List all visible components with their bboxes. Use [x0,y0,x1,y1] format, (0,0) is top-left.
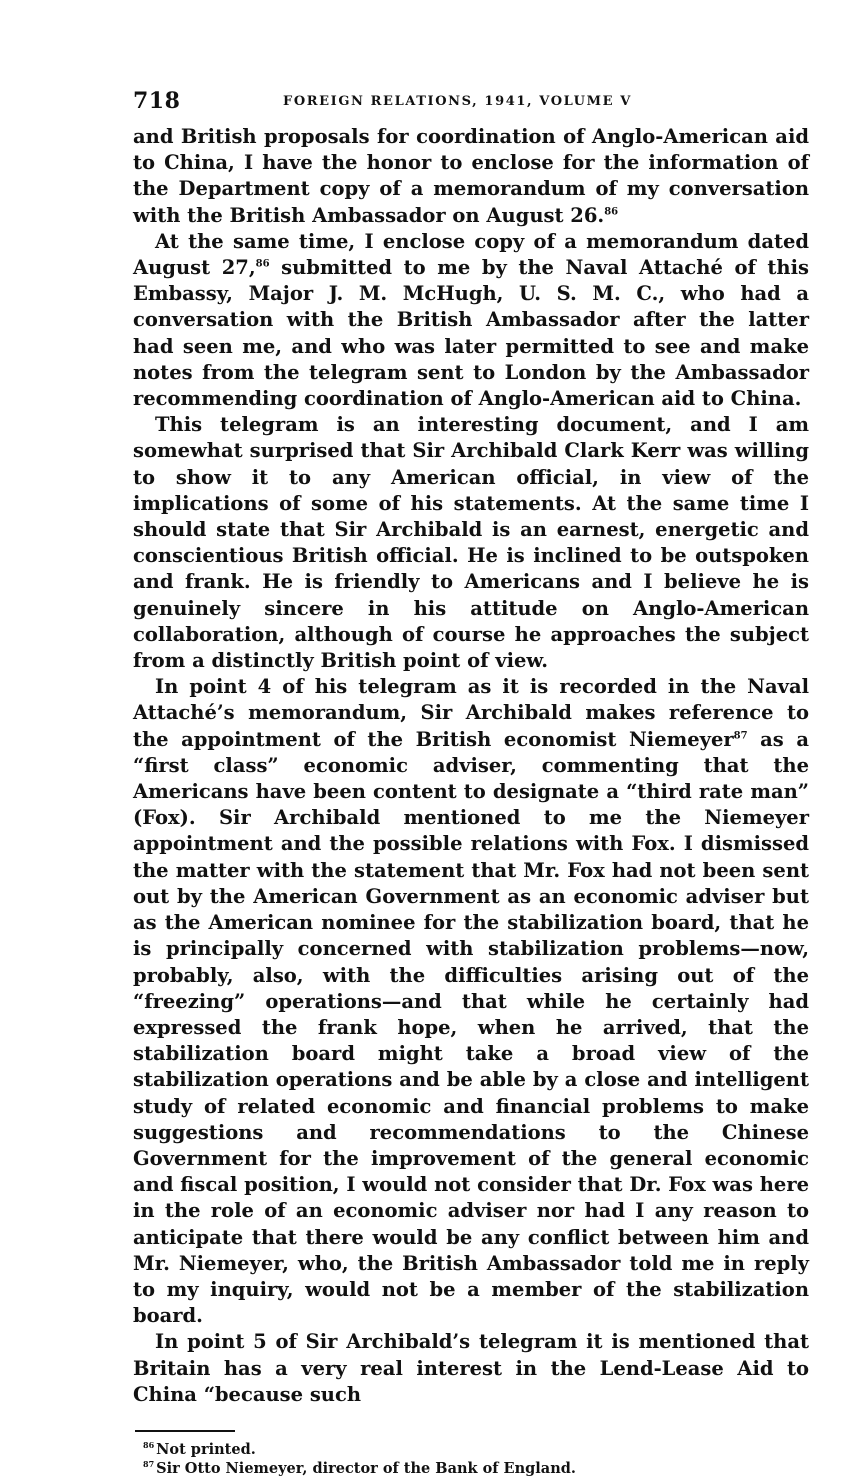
paragraph-3 [133,412,809,674]
footnote-86 [133,1440,809,1459]
footnote-text: Sir Otto Niemeyer, director of the Bank of England. [156,1459,576,1477]
footnote-ref-86: 86 [604,206,619,218]
body-text [133,124,809,1408]
paragraph-text: This telegram is an interesting document, and I am somewhat surprised that Sir Archibald Clark Kerr was willing to show it to any American official, in view of the implications of some of his statements. At the same time I should state that Sir Archibald is an earnest, energetic and conscientious British official. He is inclined to be outspoken and frank. He is friendly to Americans and I believe he is genuinely sincere in his attitude on Anglo-American collaboration, although of course he approaches the subject from a distinctly British point of view. [133,413,809,673]
paragraph-text: At the same time, I enclose copy of a memorandum dated August 27, [133,229,809,280]
paragraph-text: as a “first class” economic adviser, commenting that the Americans have been content to designate a “third rate man” (Fox). Sir Archibald mentioned to me the Niemeyer appointment and the possible relations with Fox. I dismissed the matter with the statement that Mr. Fox had not been sent out by the American Government as an economic adviser but as the American nominee for the stabilization board, that he is principally concerned with stabilization problems—now, probably, also, with the difficulties arising out of the “freezing” operations—and that while he certainly had expressed the frank hope, when he arrived, that the stabilization board might take a broad view of the stabilization operations and be able by a close and intelligent study of related economic and financial problems to make suggestions and recommendations to the Chinese Government for the improvement of the general economic and fiscal position, I would not consider that Dr. Fox was here in the role of an economic adviser nor had I any reason to anticipate that there would be any conflict between him and Mr. Niemeyer, who, the British Ambassador told me in reply to my inquiry, would not be a member of the stabilization board. [133,727,809,1328]
document-page [133,88,809,1478]
footnote-ref-86: 86 [255,258,270,270]
paragraph-text: submitted to me by the Naval Attaché of this Embassy, Major J. M. McHugh, U. S. M. C., who had a conversation with the British Ambassador after the latter had seen me, and who was later permitted to see and make notes from the telegram sent to London by the Ambassador recommending coordination of Anglo-American aid to China. [133,256,809,411]
running-head: FOREIGN RELATIONS, 1941, VOLUME V [283,94,632,109]
footnote-divider [135,1430,235,1432]
footnote-87 [133,1459,809,1478]
footnote-marker: 87 [143,1459,155,1470]
paragraph-text: In point 5 of Sir Archibald’s telegram it is mentioned that Britain has a very real interest in the Lend-Lease Aid to China “because such [133,1330,809,1406]
page-header [133,88,809,122]
paragraph-2 [133,229,809,412]
paragraph-text: and British proposals for coordination of Anglo-American aid to China, I have the honor to enclose for the information of the Department copy of a memorandum of my conversation with the British Ambassador on August 26. [133,125,809,227]
page-number: 718 [133,88,181,114]
footnote-ref-87: 87 [733,730,748,742]
footnotes [133,1440,809,1478]
paragraph-4 [133,674,809,1329]
paragraph-text: In point 4 of his telegram as it is recorded in the Naval Attaché’s memorandum, Sir Archibald makes reference to the appointment of the British economist Niemeyer [133,675,809,751]
footnote-marker: 86 [143,1440,155,1451]
paragraph-1 [133,124,809,229]
paragraph-5 [133,1329,809,1408]
footnote-text: Not printed. [156,1440,256,1458]
